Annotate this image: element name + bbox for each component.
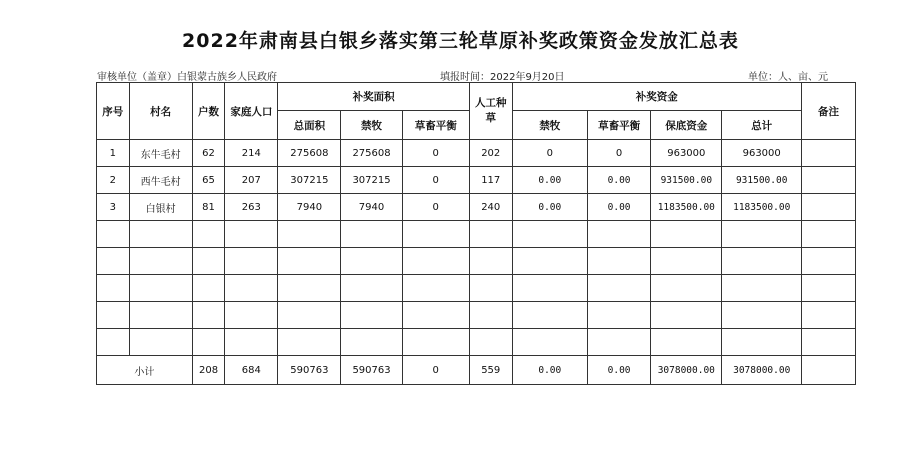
cell-fund-total: [722, 248, 801, 275]
table-row: [97, 221, 856, 248]
col-fund-balance-header: 草畜平衡: [588, 111, 651, 140]
cell-balance: 0: [402, 194, 469, 221]
col-remarks-header: 备注: [801, 83, 855, 140]
table-row: [97, 329, 856, 356]
cell-fund-balance: [588, 248, 651, 275]
cell-artificial-grass: [469, 329, 512, 356]
cell-fund-total: 931500.00: [722, 167, 801, 194]
cell-households: [192, 248, 225, 275]
cell-artificial-grass: [469, 221, 512, 248]
cell-population: [225, 329, 278, 356]
cell-village: 西牛毛村: [129, 167, 192, 194]
area-group-header: 补奖面积: [278, 83, 470, 111]
cell-balance: 0: [402, 140, 469, 167]
cell-households: [192, 302, 225, 329]
col-total-area-header: 总面积: [278, 111, 341, 140]
cell-households: [192, 221, 225, 248]
cell-fund-total: [722, 302, 801, 329]
col-artificial-grass-header: 人工种草: [469, 83, 512, 140]
cell-remarks: [801, 275, 855, 302]
header-row-1: [97, 83, 856, 111]
cell-fund-base: 963000: [651, 140, 722, 167]
subtotal-ban-grazing: 590763: [341, 356, 402, 385]
cell-fund-ban: [512, 329, 587, 356]
table-row: [97, 302, 856, 329]
cell-remarks: [801, 302, 855, 329]
cell-fund-balance: [588, 302, 651, 329]
cell-artificial-grass: [469, 275, 512, 302]
cell-village: [129, 302, 192, 329]
review-unit: 审核单位（盖章）白银蒙古族乡人民政府: [97, 72, 277, 83]
cell-balance: [402, 329, 469, 356]
cell-ban-grazing: [341, 275, 402, 302]
cell-remarks: [801, 167, 855, 194]
cell-ban-grazing: 307215: [341, 167, 402, 194]
cell-seq: 2: [97, 167, 130, 194]
cell-fund-base: [651, 275, 722, 302]
cell-remarks: [801, 329, 855, 356]
cell-total-area: [278, 302, 341, 329]
units-label: 单位：人、亩、元: [748, 72, 828, 83]
cell-fund-ban: 0.00: [512, 167, 587, 194]
cell-seq: [97, 248, 130, 275]
cell-fund-ban: [512, 302, 587, 329]
cell-balance: [402, 248, 469, 275]
cell-seq: [97, 275, 130, 302]
cell-fund-base: [651, 248, 722, 275]
cell-fund-balance: [588, 275, 651, 302]
cell-fund-ban: 0.00: [512, 194, 587, 221]
col-balance-header: 草畜平衡: [402, 111, 469, 140]
table-row: [97, 167, 856, 194]
cell-artificial-grass: 202: [469, 140, 512, 167]
cell-village: [129, 221, 192, 248]
subtotal-artificial-grass: 559: [469, 356, 512, 385]
cell-balance: [402, 221, 469, 248]
cell-households: [192, 329, 225, 356]
cell-seq: 1: [97, 140, 130, 167]
cell-seq: [97, 329, 130, 356]
subtotal-total-area: 590763: [278, 356, 341, 385]
cell-ban-grazing: 7940: [341, 194, 402, 221]
cell-artificial-grass: [469, 302, 512, 329]
cell-fund-total: [722, 221, 801, 248]
cell-total-area: 275608: [278, 140, 341, 167]
subtotal-fund-total: 3078000.00: [722, 356, 801, 385]
report-title: 2022年肃南县白银乡落实第三轮草原补奖政策资金发放汇总表: [182, 30, 739, 52]
cell-population: 263: [225, 194, 278, 221]
cell-fund-balance: 0.00: [588, 194, 651, 221]
cell-population: 207: [225, 167, 278, 194]
col-households-header: 户数: [192, 83, 225, 140]
cell-village: [129, 329, 192, 356]
cell-balance: 0: [402, 167, 469, 194]
cell-fund-total: 963000: [722, 140, 801, 167]
cell-total-area: [278, 221, 341, 248]
cell-households: 62: [192, 140, 225, 167]
col-fund-ban-header: 禁牧: [512, 111, 587, 140]
cell-fund-base: [651, 302, 722, 329]
cell-village: 东牛毛村: [129, 140, 192, 167]
cell-population: 214: [225, 140, 278, 167]
cell-ban-grazing: 275608: [341, 140, 402, 167]
cell-remarks: [801, 194, 855, 221]
cell-population: [225, 221, 278, 248]
subtotal-fund-ban: 0.00: [512, 356, 587, 385]
cell-artificial-grass: [469, 248, 512, 275]
cell-seq: 3: [97, 194, 130, 221]
cell-households: 81: [192, 194, 225, 221]
cell-artificial-grass: 240: [469, 194, 512, 221]
subtotal-fund-base: 3078000.00: [651, 356, 722, 385]
subtotal-population: 684: [225, 356, 278, 385]
cell-balance: [402, 275, 469, 302]
cell-ban-grazing: [341, 302, 402, 329]
cell-fund-balance: [588, 221, 651, 248]
cell-fund-total: 1183500.00: [722, 194, 801, 221]
cell-fund-total: [722, 275, 801, 302]
col-village-header: 村名: [129, 83, 192, 140]
subtotal-households: 208: [192, 356, 225, 385]
table-row: [97, 194, 856, 221]
cell-households: [192, 275, 225, 302]
cell-ban-grazing: [341, 248, 402, 275]
subtotal-fund-balance: 0.00: [588, 356, 651, 385]
cell-village: [129, 248, 192, 275]
table-row: [97, 140, 856, 167]
fill-date: 填报时间：2022年9月20日: [440, 72, 565, 83]
cell-remarks: [801, 140, 855, 167]
col-ban-grazing-header: 禁牧: [341, 111, 402, 140]
cell-total-area: [278, 248, 341, 275]
col-fund-base-header: 保底资金: [651, 111, 722, 140]
cell-seq: [97, 221, 130, 248]
cell-fund-balance: [588, 329, 651, 356]
cell-fund-ban: [512, 248, 587, 275]
subtotal-row: [97, 356, 856, 385]
table-row: [97, 275, 856, 302]
subtotal-remarks: [801, 356, 855, 385]
cell-balance: [402, 302, 469, 329]
cell-total-area: [278, 275, 341, 302]
fund-group-header: 补奖资金: [512, 83, 801, 111]
col-population-header: 家庭人口: [225, 83, 278, 140]
cell-population: [225, 248, 278, 275]
cell-fund-base: 1183500.00: [651, 194, 722, 221]
cell-ban-grazing: [341, 221, 402, 248]
cell-fund-balance: 0: [588, 140, 651, 167]
subtotal-balance: 0: [402, 356, 469, 385]
cell-remarks: [801, 248, 855, 275]
subtotal-label: 小计: [97, 356, 193, 385]
cell-population: [225, 302, 278, 329]
cell-ban-grazing: [341, 329, 402, 356]
cell-fund-ban: [512, 275, 587, 302]
cell-households: 65: [192, 167, 225, 194]
cell-fund-base: 931500.00: [651, 167, 722, 194]
cell-total-area: [278, 329, 341, 356]
cell-total-area: 307215: [278, 167, 341, 194]
cell-artificial-grass: 117: [469, 167, 512, 194]
cell-village: [129, 275, 192, 302]
cell-fund-total: [722, 329, 801, 356]
cell-seq: [97, 302, 130, 329]
cell-village: 白银村: [129, 194, 192, 221]
table-row: [97, 248, 856, 275]
cell-fund-base: [651, 221, 722, 248]
cell-population: [225, 275, 278, 302]
cell-fund-ban: 0: [512, 140, 587, 167]
cell-fund-balance: 0.00: [588, 167, 651, 194]
subsidy-summary-table: [96, 82, 856, 385]
cell-fund-base: [651, 329, 722, 356]
cell-remarks: [801, 221, 855, 248]
col-seq-header: 序号: [97, 83, 130, 140]
cell-fund-ban: [512, 221, 587, 248]
col-fund-total-header: 总计: [722, 111, 801, 140]
cell-total-area: 7940: [278, 194, 341, 221]
